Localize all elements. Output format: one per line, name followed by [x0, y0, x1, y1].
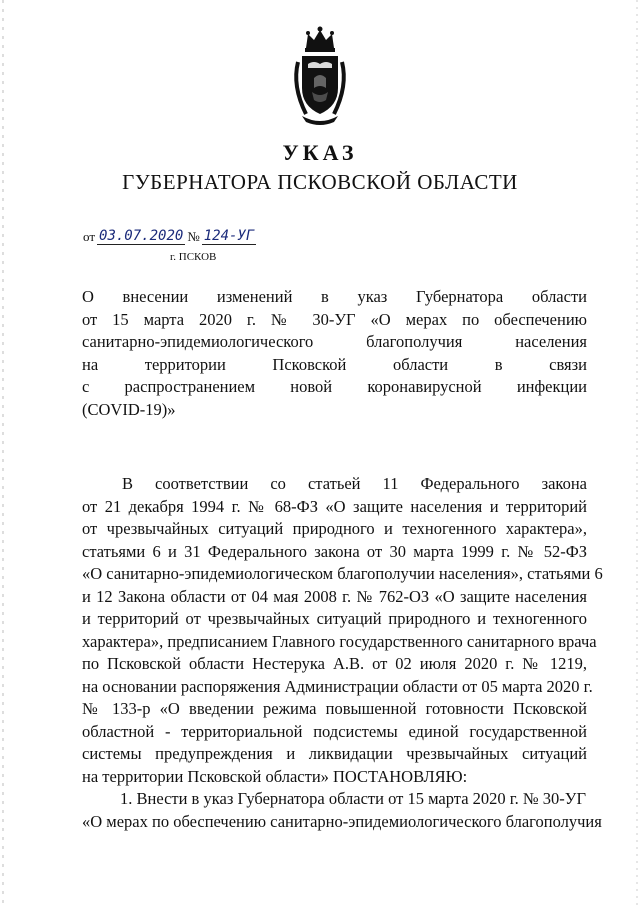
body-line: характера», предписанием Главного государственного санитарного врача: [82, 631, 597, 651]
body-line: областной - территориальной подсистемы единой государственной: [82, 721, 587, 741]
preamble-line: санитарно-эпидемиологического благополучия населения: [82, 332, 587, 351]
handwritten-number: 124-УГ: [203, 228, 255, 244]
date-prefix: от: [83, 229, 96, 244]
body-line: по Псковской области Нестерука А.В. от 02 июля 2020 г. № 1219,: [82, 654, 587, 673]
handwritten-date: 03.07.2020: [99, 228, 184, 244]
body-line: на основании распоряжения Администрации области от 05 марта 2020 г.: [82, 676, 593, 696]
body-line: системы предупреждения и ликвидации чрезвычайных ситуаций: [82, 744, 587, 763]
body-line: и 12 Закона области от 04 мая 2008 г. № 762-ОЗ «О защите населения: [82, 586, 587, 606]
body-line: от 21 декабря 1994 г. № 68-ФЗ «О защите населения и территорий: [82, 496, 587, 516]
date-number-line: [83, 228, 258, 245]
scan-edge-right: [636, 0, 638, 905]
body-line: статьями 6 и 31 Федерального закона от 30 марта 1999 г. № 52-ФЗ: [82, 541, 587, 561]
number-prefix: №: [187, 229, 200, 244]
coat-of-arms-emblem: [288, 26, 352, 126]
preamble-line: с распространением новой коронавирусной инфекции: [82, 377, 587, 396]
city-label: г. ПСКОВ: [170, 251, 217, 263]
preamble-line: О внесении изменений в указ Губернатора области: [82, 287, 587, 306]
body-line: 1. Внести в указ Губернатора области от 15 марта 2020 г. № 30-УГ: [120, 789, 587, 808]
body-line: от чрезвычайных ситуаций природного и техногенного характера»,: [82, 519, 587, 538]
body-line: «О мерах по обеспечению санитарно-эпидемиологического благополучия: [82, 811, 602, 831]
scan-edge-left: [2, 0, 4, 905]
preamble-line: (COVID-19)»: [82, 399, 176, 419]
body-line: и территорий от чрезвычайных ситуаций природного и техногенного: [82, 609, 587, 628]
body-line: на территории Псковской области» ПОСТАНОВЛЯЮ:: [82, 766, 468, 786]
body-line: «О санитарно-эпидемиологическом благополучии населения», статьями 6: [82, 564, 603, 583]
document-subtitle: ГУБЕРНАТОРА ПСКОВСКОЙ ОБЛАСТИ: [122, 170, 518, 194]
preamble-line: на территории Псковской области в связи: [82, 354, 587, 374]
preamble-line: от 15 марта 2020 г. № 30-УГ «О мерах по обеспечению: [82, 309, 587, 329]
body-line: № 133-р «О введении режима повышенной готовности Псковской: [82, 699, 587, 718]
body-block: [82, 473, 603, 833]
preamble-block: [82, 286, 587, 421]
document-title: УКАЗ: [282, 140, 358, 165]
body-line: В соответствии со статьей 11 Федерального закона: [122, 474, 587, 493]
